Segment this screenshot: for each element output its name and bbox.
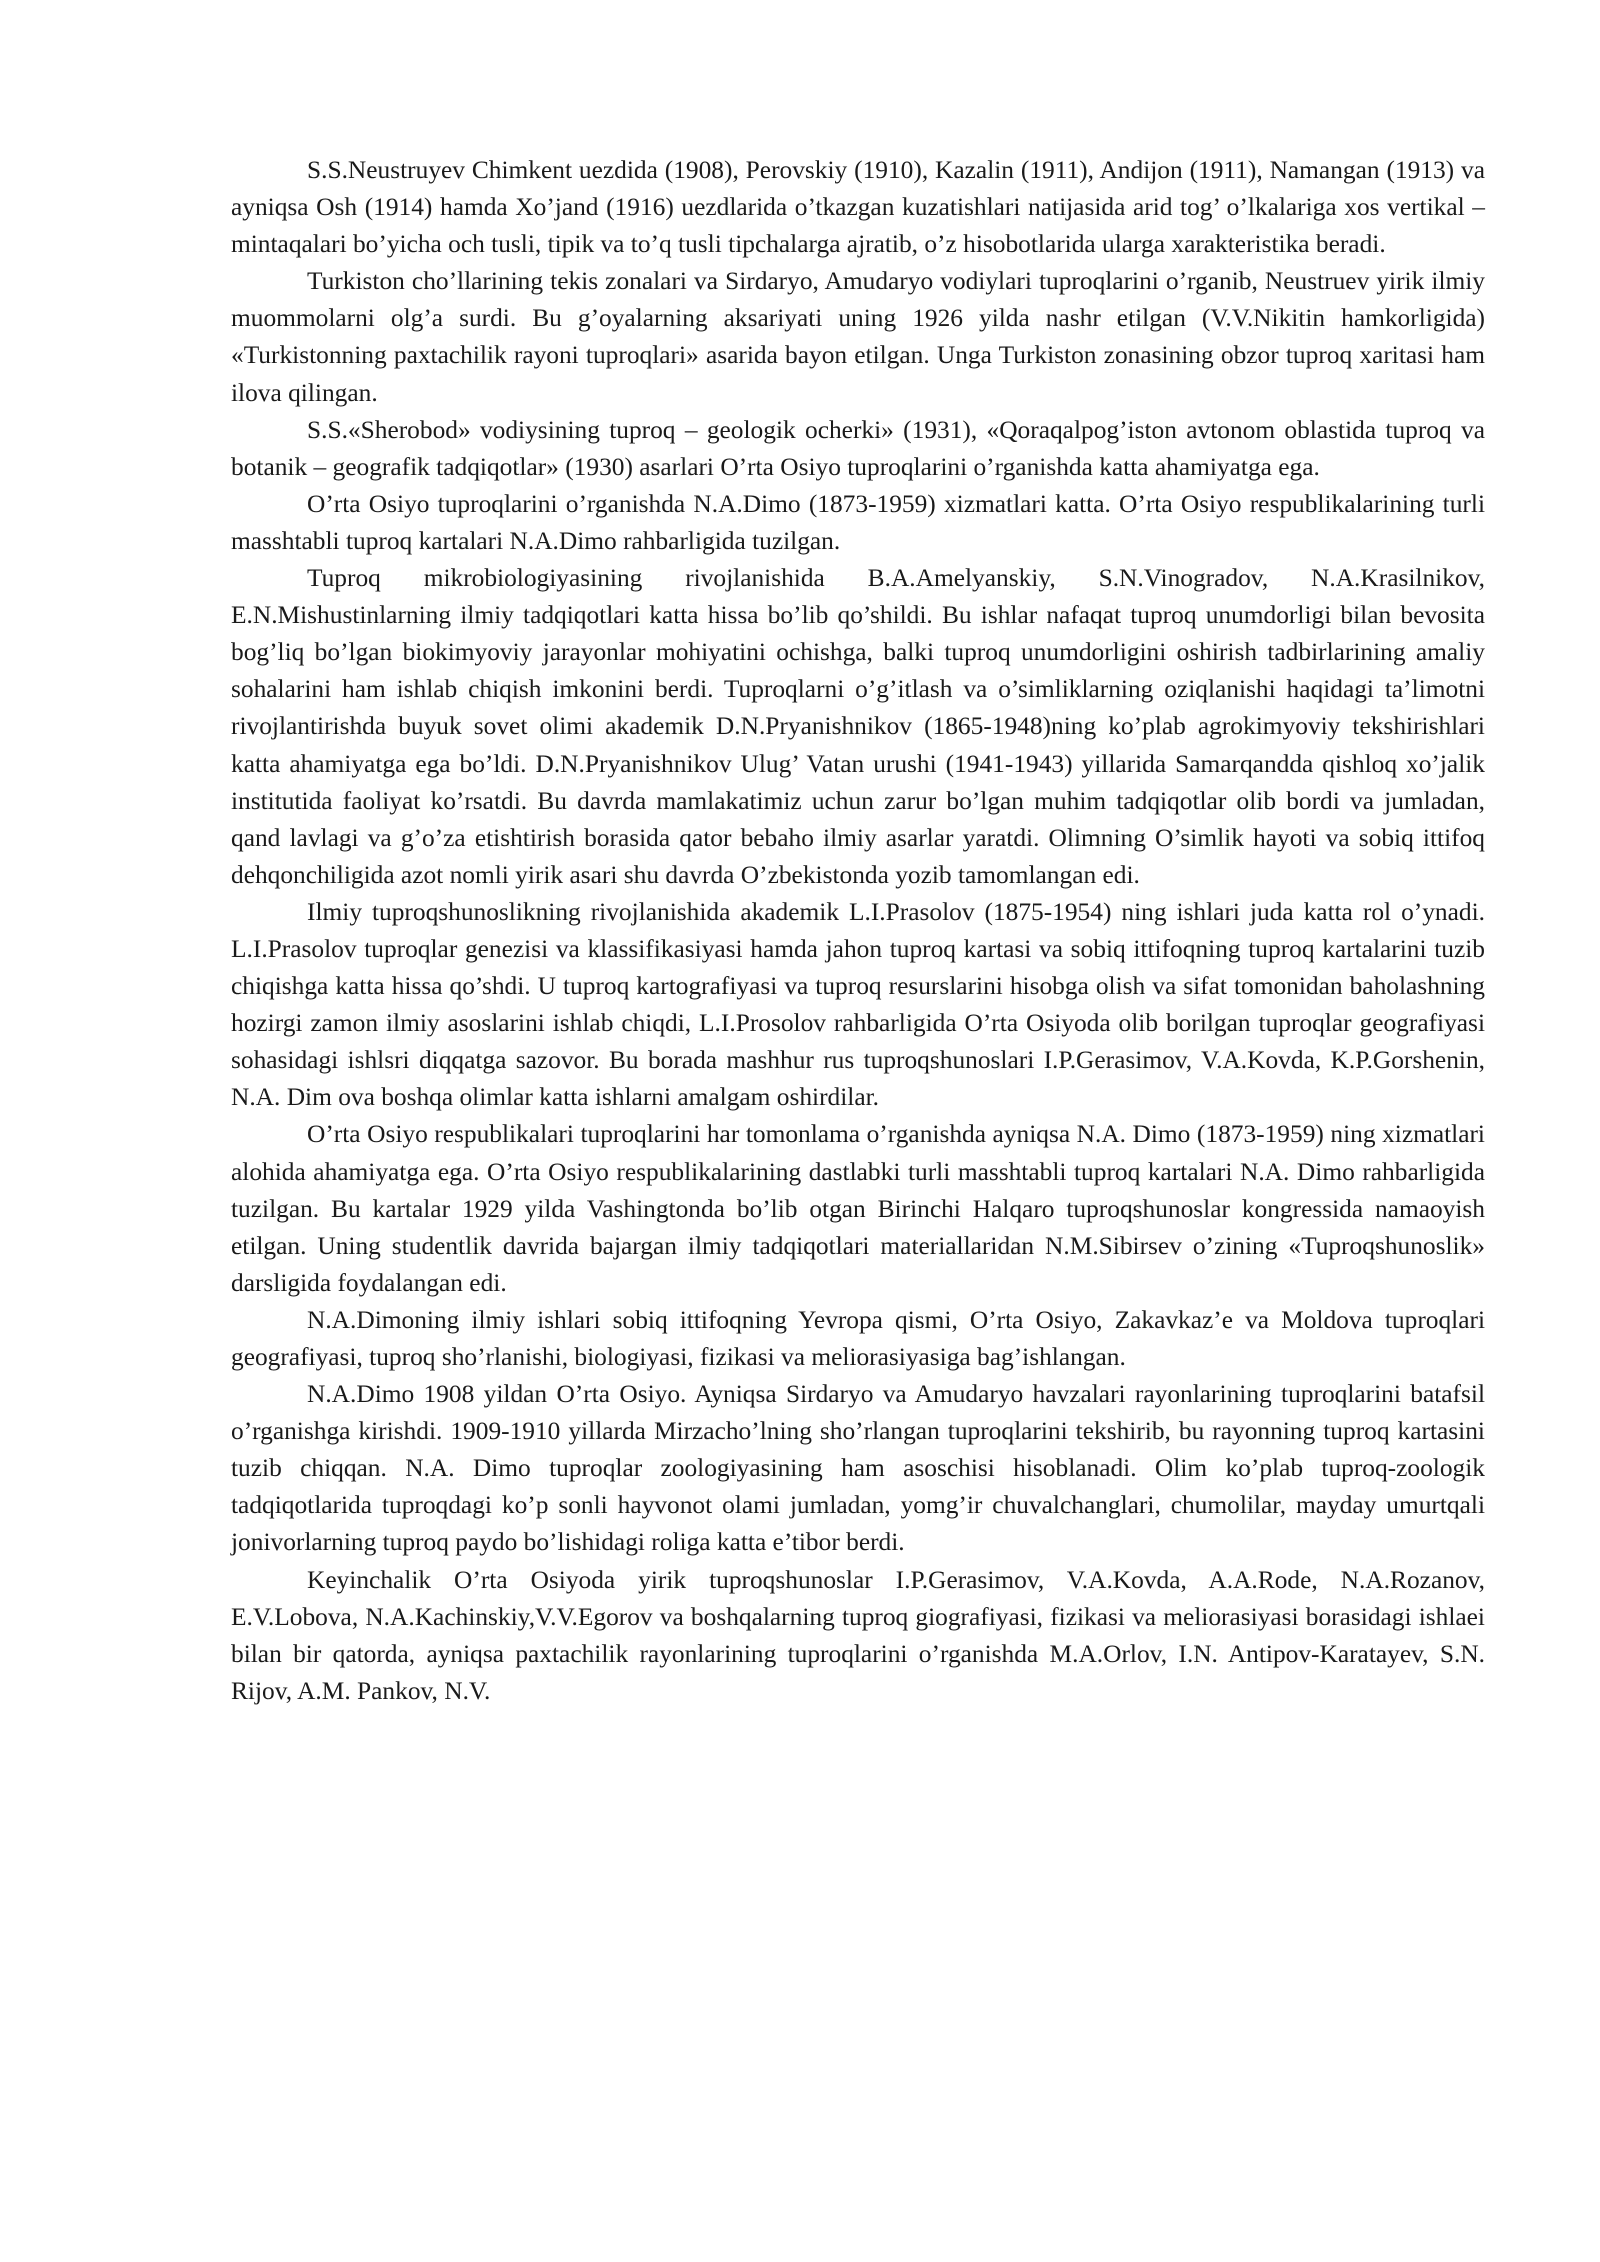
paragraph-dimo-research: N.A.Dimoning ilmiy ishlari sobiq ittifoqning Yevropa qismi, O’rta Osiyo, Zakavkaz’e va Moldova tuproqlari geografiyasi, tuproq sho’rlanishi, biologiyasi, fizikasi va meliorasiyasiga bag’ishlangan.	[231, 1305, 1485, 1371]
paragraph-turkiston-soils: Turkiston cho’llarining tekis zonalari va Sirdaryo, Amudaryo vodiylari tuproqlarini o’rganib, Neustruev yirik ilmiy muommolarni olg’a surdi. Bu g’oyalarning aksariyati uning 1926 yilda nashr etilgan (V.V.Nikitin hamkorligida) «Turkistonning paxtachilik rayoni tuproqlari» asarida bayon etilgan. Unga Turkiston zonasining obzor tuproq xaritasi ham ilova qilingan.	[231, 267, 1485, 407]
paragraph-dimo-services: O’rta Osiyo respublikalari tuproqlarini har tomonlama o’rganishda ayniqsa N.A. Dimo (1873-1959) ning xizmatlari alohida ahamiyatga ega. O’rta Osiyo respublikalarining dastlabki turli masshtabli tuproq kartalari N.A. Dimo rahbarligida tuzilgan. Bu kartalar 1929 yilda Vashingtonda bo’lib otgan Birinchi Halqaro tuproqshunoslar kongressida namaoyish etilgan. Uning studentlik davrida bajargan ilmiy tadqiqotlari materiallaridan N.M.Sibirsev o’zining «Tuproqshunoslik» darsligida foydalangan edi.	[231, 1120, 1485, 1297]
paragraph-later-soil-scientists: Keyinchalik O’rta Osiyoda yirik tuproqshunoslar I.P.Gerasimov, V.A.Kovda, A.A.Rode, N.A.Rozanov, E.V.Lobova, N.A.Kachinskiy,V.V.Egorov va boshqalarning tuproq giografiyasi, fizikasi va meliorasiyasi borasidagi ishlaei bilan bir qatorda, ayniqsa paxtachilik rayonlarining tuproqlarini o’rganishda M.A.Orlov, I.N. Antipov-Karatayev, S.N. Rijov, A.M. Pankov, N.V.	[231, 1565, 1485, 1705]
paragraph-dimo-1908: N.A.Dimo 1908 yildan O’rta Osiyo. Ayniqsa Sirdaryo va Amudaryo havzalari rayonlarining tuproqlarini batafsil o’rganishga kirishdi. 1909-1910 yillarda Mirzacho’lning sho’rlangan tuproqlarini tekshirib, bu rayonning tuproq kartasini tuzib chiqqan. N.A. Dimo tuproqlar zoologiyasining ham asoschisi hisoblanadi. Olim ko’plab tuproq-zoologik tadqiqotlarida tuproqdagi ko’p sonli hayvonot olami jumladan, yomg’ir chuvalchanglari, chumolilar, mayday umurtqali jonivorlarning tuproq paydo bo’lishidagi roliga katta e’tibor berdi.	[231, 1380, 1485, 1557]
paragraph-neustruyev-expeditions: S.S.Neustruyev Chimkent uezdida (1908), Perovskiy (1910), Kazalin (1911), Andijon (1911), Namangan (1913) va ayniqsa Osh (1914) hamda Xo’jand (1916) uezdlarida o’tkazgan kuzatishlari natijasida arid tog’ o’lkalariga xos vertikal – mintaqalari bo’yicha och tusli, tipik va to’q tusli tipchalarga ajratib, o’z hisobotlarida ularga xarakteristika beradi.	[231, 156, 1485, 259]
paragraph-sherobod-works: S.S.«Sherobod» vodiysining tuproq – geologik ocherki» (1931), «Qoraqalpog’iston avtonom oblastida tuproq va botanik – geografik tadqiqotlar» (1930) asarlari O’rta Osiyo tuproqlarini o’rganishda katta ahamiyatga ega.	[231, 415, 1485, 481]
paragraph-soil-microbiology: Tuproq mikrobiologiyasining rivojlanishida B.A.Amelyanskiy, S.N.Vinogradov, N.A.Krasilnikov, E.N.Mishustinlarning ilmiy tadqiqotlari katta hissa bo’lib qo’shildi. Bu ishlar nafaqat tuproq unumdorligi bilan bevosita bog’liq bo’lgan biokimyoviy jarayonlar mohiyatini ochishga, balki tuproq unumdorligini oshirish tadbirlarining amaliy sohalarini ham ishlab chiqish imkonini berdi. Tuproqlarni o’g’itlash va o’simliklarning oziqlanishi haqidagi ta’limotni rivojlantirishda buyuk sovet olimi akademik D.N.Pryanishnikov (1865-1948)ning ko’plab agrokimyoviy tekshirishlari katta ahamiyatga ega bo’ldi. D.N.Pryanishnikov Ulug’ Vatan urushi (1941-1943) yillarida Samarqandda qishloq xo’jalik institutida faoliyat ko’rsatdi. Bu davrda mamlakatimiz uchun zarur bo’lgan muhim tadqiqotlar olib bordi va jumladan, qand lavlagi va g’o’za etishtirish borasida qator bebaho ilmiy asarlar yaratdi. Olimning O’simlik hayoti va sobiq ittifoq dehqonchiligida azot nomli yirik asari shu davrda O’zbekistonda yozib tamomlangan edi.	[231, 564, 1485, 889]
paragraph-dimo-contribution: O’rta Osiyo tuproqlarini o’rganishda N.A.Dimo (1873-1959) xizmatlari katta. O’rta Osiyo respublikalarining turli masshtabli tuproq kartalari N.A.Dimo rahbarligida tuzilgan.	[231, 489, 1485, 555]
paragraph-prasolov: Ilmiy tuproqshunoslikning rivojlanishida akademik L.I.Prasolov (1875-1954) ning ishlari juda katta rol o’ynadi. L.I.Prasolov tuproqlar genezisi va klassifikasiyasi hamda jahon tuproq kartasi va sobiq ittifoqning tuproq kartalarini tuzib chiqishga katta hissa qo’shdi. U tuproq kartografiyasi va tuproq resurslarini hisobga olish va sifat tomonidan baholashning hozirgi zamon ilmiy asoslarini ishlab chiqdi, L.I.Prosolov rahbarligida O’rta Osiyoda olib borilgan tuproqlar geografiyasi sohasidagi ishlsri diqqatga sazovor. Bu borada mashhur rus tuproqshunoslari I.P.Gerasimov, V.A.Kovda, K.P.Gorshenin, N.A. Dim ova boshqa olimlar katta ishlarni amalgam oshirdilar.	[231, 897, 1485, 1112]
document-body	[231, 152, 1485, 1710]
